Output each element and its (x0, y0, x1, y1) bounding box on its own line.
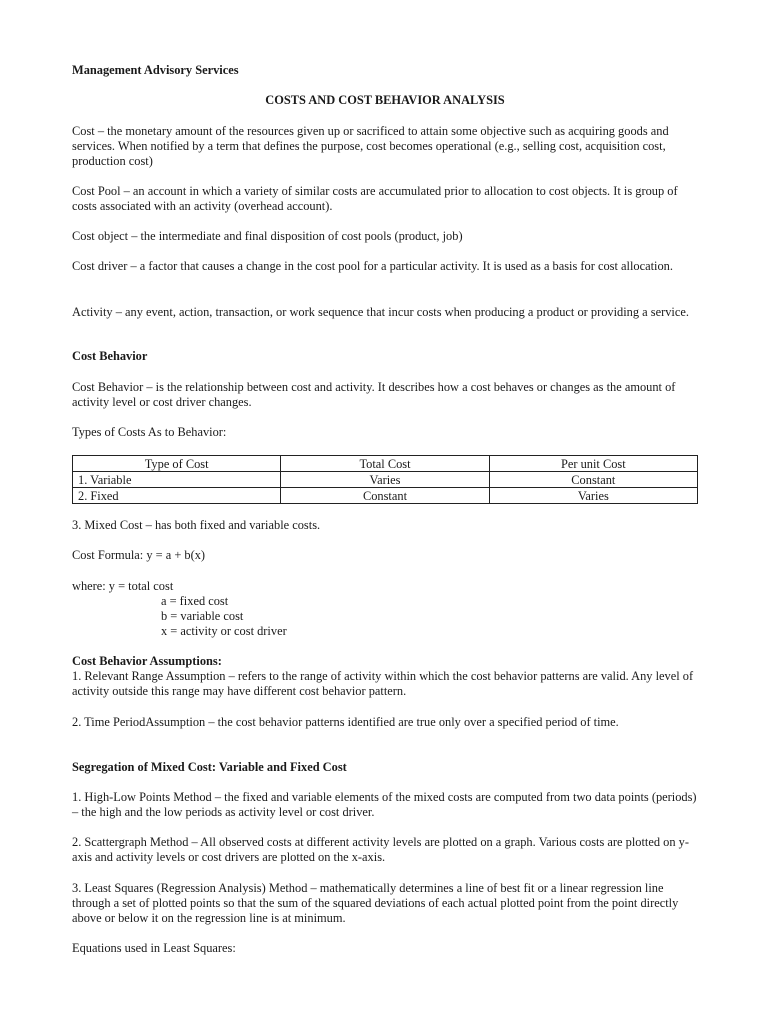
table-header: Per unit Cost (489, 456, 697, 472)
where-y: where: y = total cost (72, 579, 174, 593)
table-row (73, 488, 698, 504)
equations-intro: Equations used in Least Squares: (72, 941, 236, 955)
types-intro: Types of Costs As to Behavior: (72, 425, 227, 439)
where-a: a = fixed cost (161, 594, 229, 608)
table-header: Total Cost (281, 456, 489, 472)
page-title: COSTS AND COST BEHAVIOR ANALYSIS (265, 93, 505, 107)
section-heading-cost-behavior: Cost Behavior (72, 349, 148, 363)
table-cell: Constant (281, 488, 489, 504)
definition-activity: Activity – any event, action, transaction, or work sequence that incur costs when producing a product or providing a service. (72, 305, 689, 319)
table-header: Type of Cost (73, 456, 281, 472)
assumption-relevant-range: 1. Relevant Range Assumption – refers to the range of activity within which the cost behavior patterns are valid. Any level of activity outside this range may have different cost behavior pattern. (72, 669, 694, 699)
definition-cost-object: Cost object – the intermediate and final disposition of cost pools (product, job) (72, 229, 463, 243)
definition-cost: Cost – the monetary amount of the resources given up or sacrificed to attain some objective such as acquiring goods and services. When notified by a term that defines the purpose, cost becomes operational (e.g., selling cost, acquisition cost, production cost) (72, 124, 669, 169)
cost-behavior-text: Cost Behavior – is the relationship between cost and activity. It describes how a cost behaves or changes as the amount of activity level or cost driver changes. (72, 380, 676, 410)
mixed-cost-text: 3. Mixed Cost – has both fixed and variable costs. (72, 518, 321, 532)
definition-cost-driver: Cost driver – a factor that causes a change in the cost pool for a particular activity. It is used as a basis for cost allocation. (72, 259, 673, 273)
table-header-row (73, 456, 698, 472)
table-cell: Constant (489, 472, 697, 488)
cost-behavior-table (72, 455, 698, 504)
where-b: b = variable cost (161, 609, 244, 623)
table-cell: 1. Variable (73, 472, 281, 488)
assumption-time-period: 2. Time PeriodAssumption – the cost behavior patterns identified are true only over a specified period of time. (72, 715, 619, 729)
method-high-low: 1. High-Low Points Method – the fixed and variable elements of the mixed costs are computed from two data points (periods) – the high and the low periods as activity level or cost driver. (72, 790, 697, 820)
table-row (73, 472, 698, 488)
section-heading-segregation: Segregation of Mixed Cost: Variable and Fixed Cost (72, 760, 347, 774)
table-cell: Varies (489, 488, 697, 504)
method-least-squares: 3. Least Squares (Regression Analysis) Method – mathematically determines a line of best fit or a linear regression line through a set of plotted points so that the sum of the squared deviations of each actual plotted point from the point directly above or below it on the regression line is at minimum. (72, 881, 679, 926)
table-cell: Varies (281, 472, 489, 488)
definition-cost-pool: Cost Pool – an account in which a variety of similar costs are accumulated prior to allocation to cost objects. It is group of costs associated with an activity (overhead account). (72, 184, 678, 214)
table-cell: 2. Fixed (73, 488, 281, 504)
section-heading-assumptions: Cost Behavior Assumptions: (72, 654, 222, 668)
document-header: Management Advisory Services (72, 63, 239, 77)
where-x: x = activity or cost driver (161, 624, 287, 638)
cost-formula: Cost Formula: y = a + b(x) (72, 548, 206, 562)
method-scattergraph: 2. Scattergraph Method – All observed costs at different activity levels are plotted on a graph. Various costs are plotted on y-axis and activity levels or cost drivers are plotted on the x-axis. (72, 835, 689, 865)
